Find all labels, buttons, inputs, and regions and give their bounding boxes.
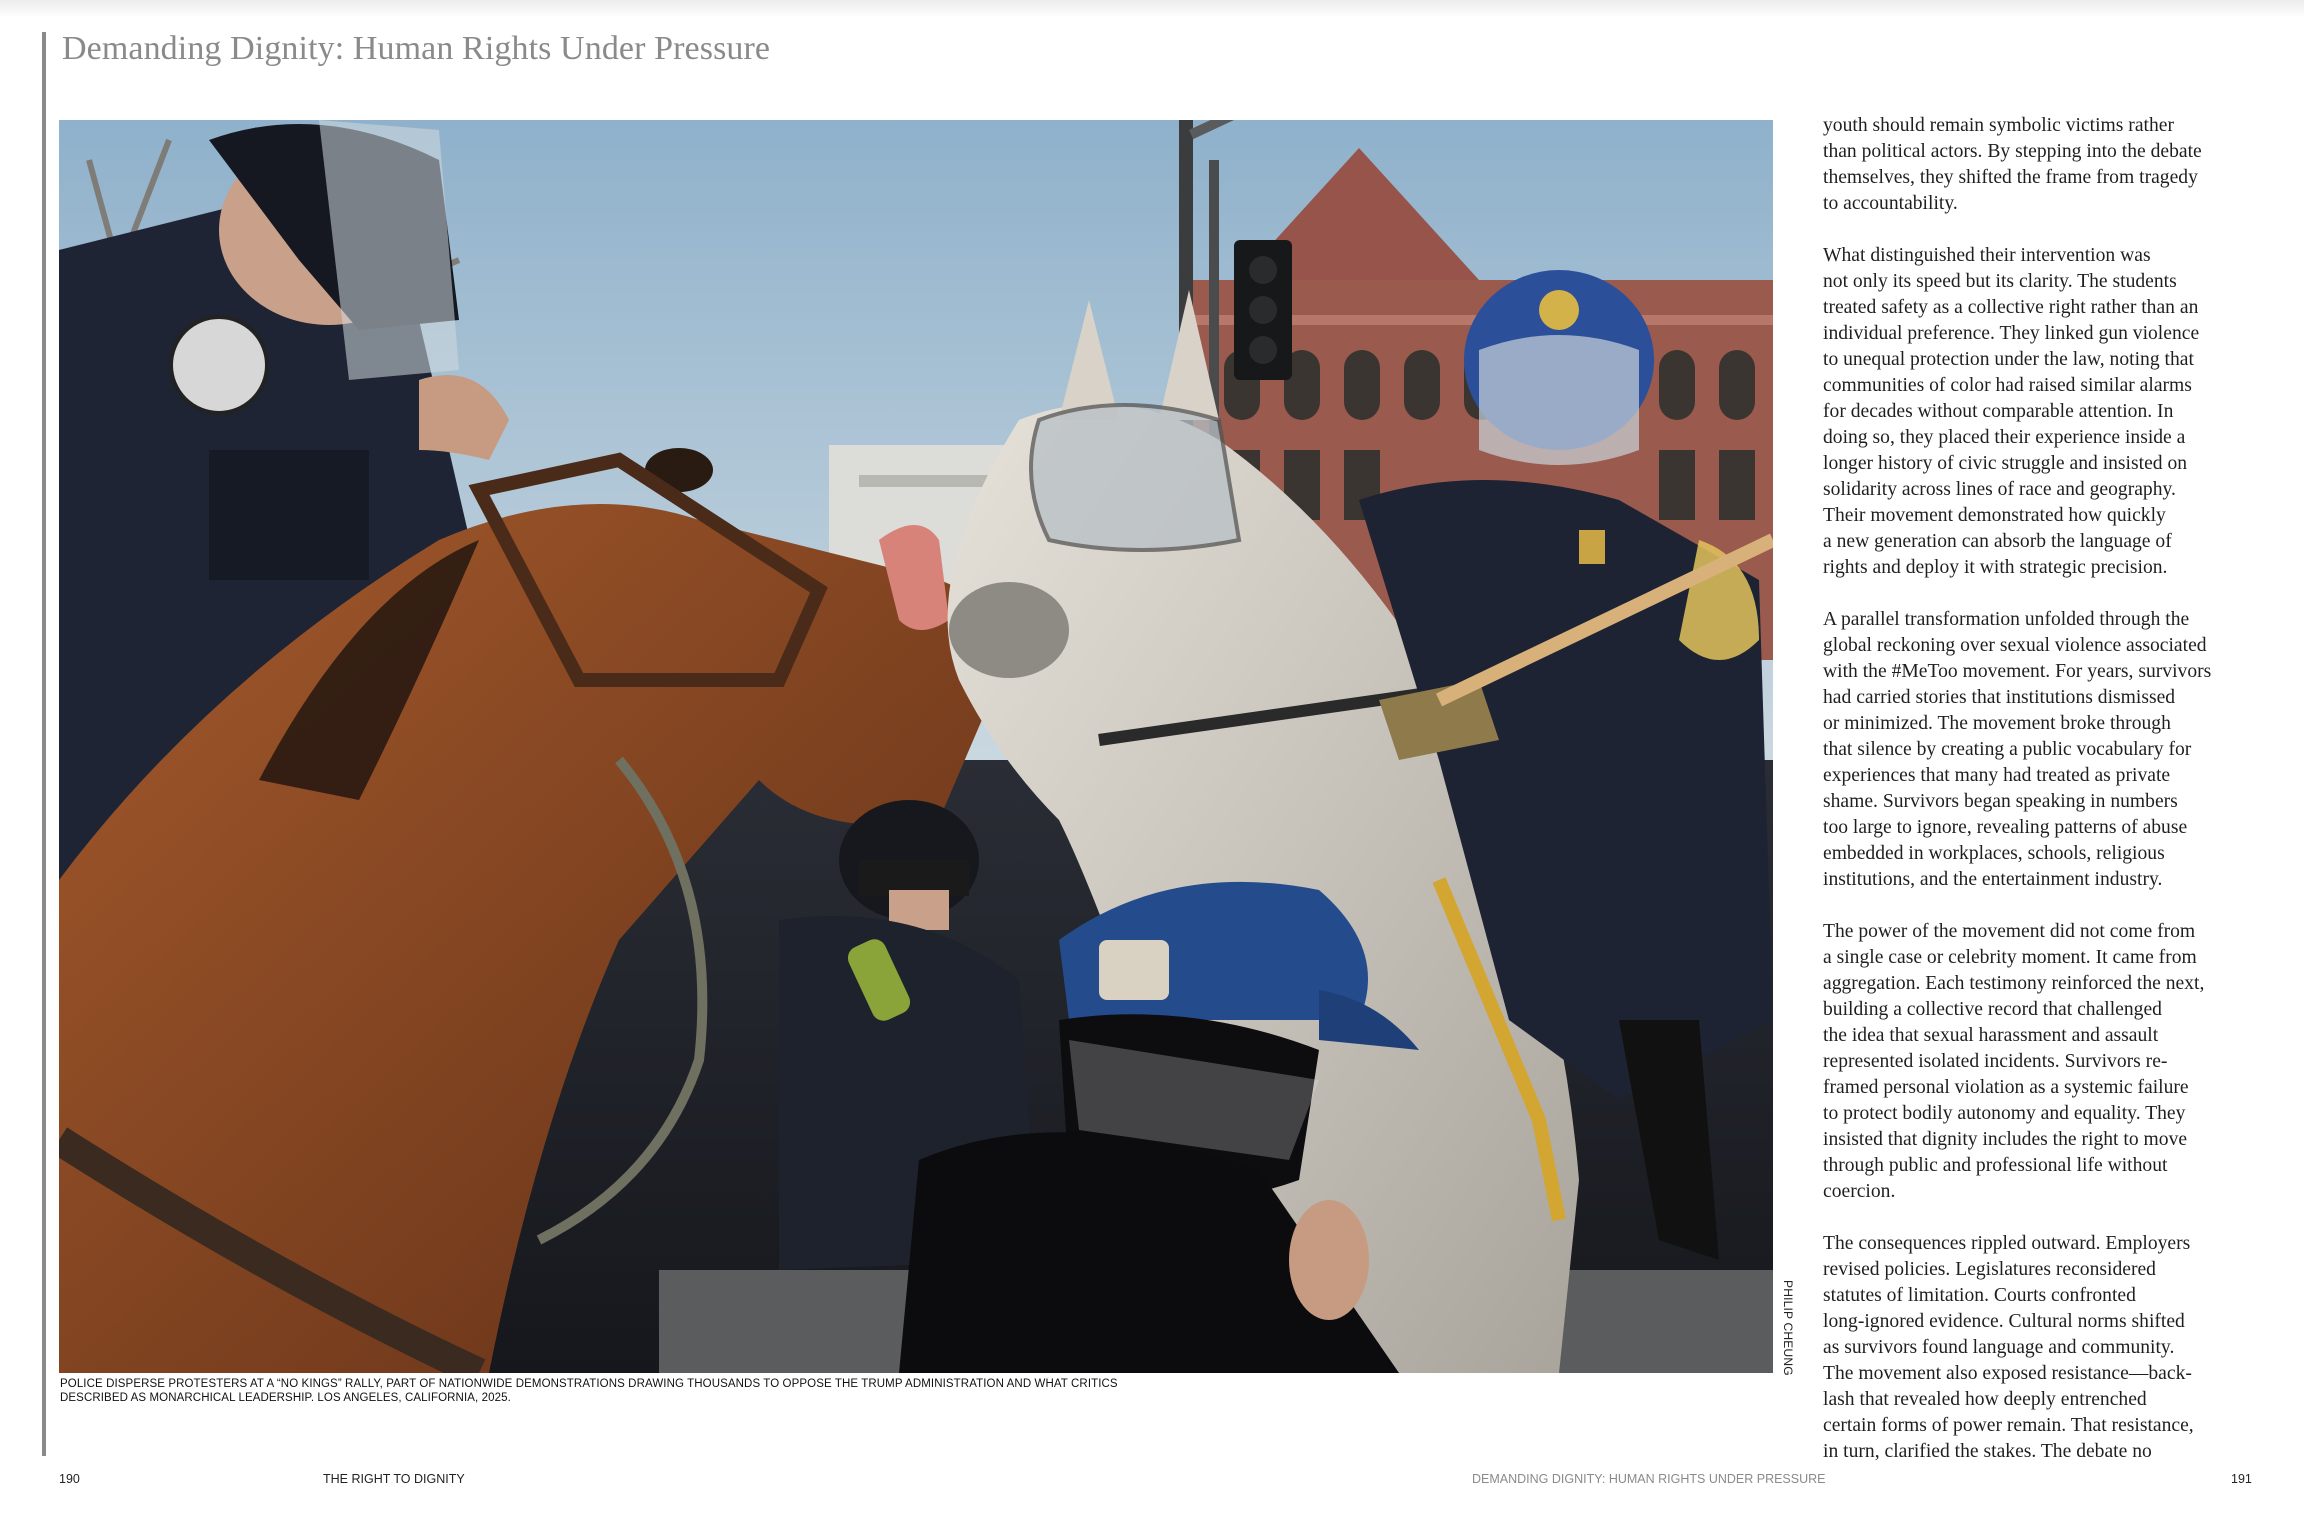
- text-line: building a collective record that challenged: [1823, 999, 2162, 1020]
- running-title: Demanding Dignity: Human Rights Under Pressure: [62, 30, 771, 67]
- text-line: aggregation. Each testimony reinforced the next,: [1823, 973, 2205, 994]
- right-page-number: 191: [2231, 1472, 2252, 1486]
- text-line: had carried stories that institutions dismissed: [1823, 687, 2176, 708]
- text-line: treated safety as a collective right rather than an: [1823, 297, 2199, 318]
- text-line: to unequal protection under the law, noting that: [1823, 349, 2194, 370]
- text-line: a single case or celebrity moment. It came from: [1823, 947, 2197, 968]
- text-line: a new generation can absorb the language of: [1823, 531, 2172, 552]
- text-line: Their movement demonstrated how quickly: [1823, 505, 2166, 526]
- body-paragraph-3: [1823, 607, 2263, 893]
- text-line: rights and deploy it with strategic precision.: [1823, 557, 2168, 578]
- text-line: certain forms of power remain. That resistance,: [1823, 1415, 2194, 1436]
- text-line: framed personal violation as a systemic failure: [1823, 1077, 2189, 1098]
- text-line: What distinguished their intervention was: [1823, 245, 2151, 266]
- text-line: solidarity across lines of race and geography.: [1823, 479, 2176, 500]
- text-line: than political actors. By stepping into the debate: [1823, 141, 2202, 162]
- text-line: that silence by creating a public vocabulary for: [1823, 739, 2192, 760]
- protest-photo-illustration: [59, 120, 1773, 1373]
- text-line: statutes of limitation. Courts confronted: [1823, 1285, 2136, 1306]
- body-paragraph-1: [1823, 113, 2263, 217]
- body-paragraph-4: [1823, 919, 2263, 1205]
- photo-caption: POLICE DISPERSE PROTESTERS AT A “NO KINGS” RALLY, PART OF NATIONWIDE DEMONSTRATIONS DRAWING THOUSANDS TO OPPOSE THE TRUMP ADMINISTRATION AND WHAT CRITICS DESCRIBED AS MONARCHICAL LEADERSHIP. LOS ANGELES, CALIFORNIA, 2025.: [60, 1378, 1118, 1404]
- protest-photo: [59, 120, 1773, 1373]
- left-section-title: THE RIGHT TO DIGNITY: [323, 1472, 465, 1486]
- text-line: in turn, clarified the stakes. The debate no: [1823, 1441, 2152, 1462]
- photo-credit: PHILIP CHEUNG: [1781, 1280, 1795, 1376]
- left-margin-rule: [42, 32, 46, 1456]
- text-line: longer history of civic struggle and insisted on: [1823, 453, 2188, 474]
- text-line: institutions, and the entertainment industry.: [1823, 869, 2163, 890]
- text-line: too large to ignore, revealing patterns of abuse: [1823, 817, 2188, 838]
- text-line: not only its speed but its clarity. The students: [1823, 271, 2177, 292]
- text-line: insisted that dignity includes the right to move: [1823, 1129, 2188, 1150]
- text-line: embedded in workplaces, schools, religious: [1823, 843, 2165, 864]
- text-line: represented isolated incidents. Survivors re-: [1823, 1051, 2168, 1072]
- text-line: long-ignored evidence. Cultural norms shifted: [1823, 1311, 2185, 1332]
- left-page-number: 190: [59, 1472, 80, 1486]
- text-line: coercion.: [1823, 1181, 1896, 1202]
- text-line: for decades without comparable attention. In: [1823, 401, 2174, 422]
- text-line: through public and professional life without: [1823, 1155, 2168, 1176]
- text-line: or minimized. The movement broke through: [1823, 713, 2171, 734]
- text-line: experiences that many had treated as private: [1823, 765, 2171, 786]
- text-line: the idea that sexual harassment and assault: [1823, 1025, 2159, 1046]
- text-line: to accountability.: [1823, 193, 1958, 214]
- text-line: The power of the movement did not come from: [1823, 921, 2196, 942]
- text-line: The movement also exposed resistance—back-: [1823, 1363, 2192, 1384]
- text-line: global reckoning over sexual violence associated: [1823, 635, 2207, 656]
- body-paragraph-5: [1823, 1231, 2263, 1465]
- text-line: shame. Survivors began speaking in numbers: [1823, 791, 2178, 812]
- text-line: themselves, they shifted the frame from tragedy: [1823, 167, 2198, 188]
- body-text-column: [1823, 113, 2263, 1491]
- text-line: lash that revealed how deeply entrenched: [1823, 1389, 2147, 1410]
- body-paragraph-2: [1823, 243, 2263, 581]
- text-line: to protect bodily autonomy and equality. They: [1823, 1103, 2186, 1124]
- text-line: individual preference. They linked gun violence: [1823, 323, 2200, 344]
- text-line: revised policies. Legislatures reconsidered: [1823, 1259, 2156, 1280]
- text-line: as survivors found language and community.: [1823, 1337, 2175, 1358]
- page-gutter-shadow: [0, 0, 2304, 18]
- text-line: communities of color had raised similar alarms: [1823, 375, 2192, 396]
- text-line: with the #MeToo movement. For years, survivors: [1823, 661, 2212, 682]
- text-line: doing so, they placed their experience inside a: [1823, 427, 2186, 448]
- text-line: A parallel transformation unfolded through the: [1823, 609, 2190, 630]
- right-section-title: DEMANDING DIGNITY: HUMAN RIGHTS UNDER PRESSURE: [1472, 1472, 1826, 1486]
- text-line: The consequences rippled outward. Employers: [1823, 1233, 2191, 1254]
- text-line: youth should remain symbolic victims rather: [1823, 115, 2174, 136]
